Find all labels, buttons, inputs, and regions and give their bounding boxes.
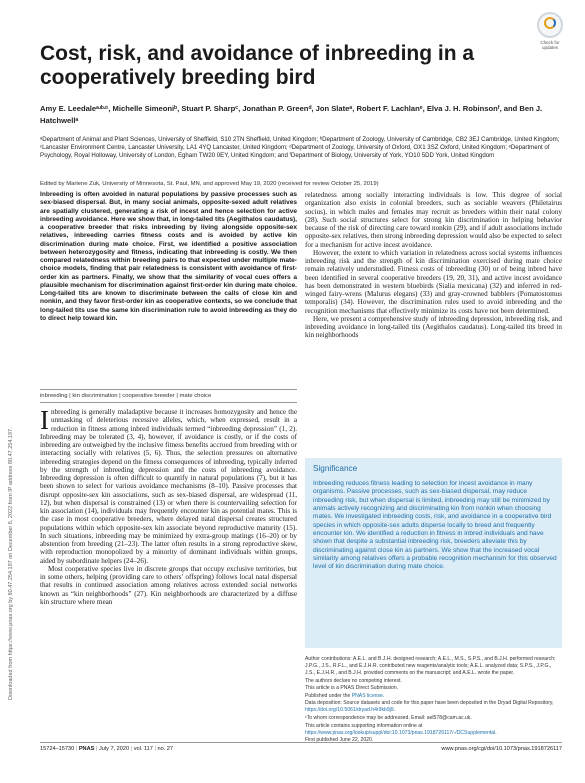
footer-left: 15724–15730 | PNAS | July 7, 2020 | vol. 117 | no. 27	[40, 746, 174, 752]
first-published: First published June 22, 2020.	[305, 737, 374, 744]
significance-title: Significance	[313, 464, 358, 473]
volume: vol. 117	[133, 746, 153, 752]
pub-date: July 7, 2020	[98, 746, 130, 752]
direct-submission: This article is a PNAS Direct Submission.	[305, 685, 399, 692]
download-notice: Downloaded from https://www.pnas.org by 80.47.254.197 on December 6, 2022 from IP address 80.47.254.197.	[8, 427, 14, 700]
affiliations: ᵃDepartment of Animal and Plant Sciences, University of Sheffield, S10 2TN Sheffield, United Kingdom; ᵇDepartment of Zoology, University of Cambridge, CB2 3EJ Cambridge, United Kingdom; ᶜLancaster Environment Centre, Lancaster University, LA1 4YQ Lancaster, United Kingdom; ᵈDepartment of Zoology, University of Oxford, OX1 3SZ Oxford, United Kingdom; ᵉDepartment of Psychology, Royal Holloway, University of London, Egham TW20 0EY, United Kingdom; and ᶠDepartment of Biology, University of York, YO10 5DD York, United Kingdom	[40, 136, 560, 160]
footnotes	[305, 656, 562, 745]
author-list: Amy E. Leedaleᵃʴᵇʴ¹, Michelle Simeoniᵇ, Stuart P. Sharpᶜ, Jonathan P. Greenᵈ, Jon Slateᵃ, Robert F. Lachlanᵉ, Elva J. H. Robinsonᶠ, and Ben J. Hatchwellᵃ	[40, 104, 543, 125]
body-text-right	[305, 191, 562, 340]
keywords: inbreeding | kin discrimination | cooperative breeder | mate choice	[40, 389, 297, 403]
intro-paragraph-1: nbreeding is generally maladaptive because it increases homozygosity and hence the unmasking of deleterious recessive alleles, which, when expressed, result in a reduction in fitness among inbred individuals termed “inbreeding depression” (1, 2). Inbreeding may be tolerated (3, 4), however, if avoidance is costly, or if the costs of inbreeding are outweighed by the inclusive fitness benefits accrued from breeding with or interacting socially with relatives (5, 6). Thus, the selection pressures on alternative inbreeding strategies depend on the fitness consequences of inbreeding, typically inferred by the strength of inbreeding depression and the costs of inbreeding avoidance. Inbreeding depression is often difficult to quantify in natural populations (7), but it has been shown to select for various avoidance mechanisms (8–10). Passive processes that disrupt opposite-sex kin associations, such as sex-biased dispersal, are widespread (11, 12), but when dispersal is constrained (13) or when there is countervailing selection for kin association (14), individuals may frequently encounter kin as potential mates. This is the case in most cooperative breeders, where delayed natal dispersal creates structured populations within which opposite-sex kin associate beyond reproductive maturity (15). In such situations, inbreeding may be minimized by extra-group matings (16–20) or by abstention from breeding (21–23). The latter often results in a strong reproductive skew, with reproduction monopolized by a minority of dominant individuals within groups, aided by subordinate helpers (24–26).	[40, 408, 297, 565]
dryad-link[interactable]: https://doi.org/10.5061/dryad.h4r9kb9j9	[305, 707, 394, 714]
right-paragraph-1: relatedness among socially interacting individuals is low. This degree of social organization also exists in colonial breeders, such as sociable weavers (Philetairus socius), in which males and females may recruit as breeders within their natal colony (28). Such social structures select for strong kin discrimination in helping behavior because of the risk of directing care toward nonkin (29), and if adult associations include opposite-sex relatives, then strong inbreeding depression would also be expected to select for a mechanism for active incest avoidance.	[305, 191, 562, 249]
issue: no. 27	[157, 746, 174, 752]
correspondence: ¹To whom correspondence may be addressed. Email: ael578@cam.ac.uk.	[305, 714, 472, 721]
abstract: Inbreeding is often avoided in natural populations by passive processes such as sex-biased dispersal. But, in many social animals, opposite-sexed adult relatives are spatially clustered, generating a risk of incest and hence selection for active inbreeding avoidance. Here we show that, in long-tailed tits (Aegithalos caudatus), a cooperative breeder that risks inbreeding by living alongside opposite-sex relatives, inbreeding carries fitness costs and is avoided by active kin discrimination during mate choice. First, we identified a positive association between heterozygosity and fitness, indicating that inbreeding is costly. We then compared relatedness within breeding pairs to that expected under multiple mate-choice models, finding that pair relatedness is consistent with avoidance of first-order kin as partners. Finally, we show that the similarity of vocal cues offers a plausible mechanism for discrimination against first-order kin during mate choice. Long-tailed tits are known to discriminate between the calls of close kin and nonkin, and they favor first-order kin as cooperative contexts, so we conclude that long-tailed tits use the same kin discrimination rule to avoid inbreeding as they do to direct help toward kin.	[40, 191, 297, 322]
check-updates-icon	[537, 12, 563, 38]
doi-link[interactable]: www.pnas.org/cgi/doi/10.1073/pnas.1918726117	[441, 746, 562, 752]
license-note: Published under the PNAS license.	[305, 692, 385, 699]
author-contributions: Author contributions: A.E.L. and B.J.H. designed research; A.E.L., M.S., S.P.S., and B.J.H. performed research; J.P.G., J.S., R.F.L., and E.J.H.R. contributed new reagents/analytic tools; A.E.L. analyzed data; S.P.S., J.P.G., J.S., E.J.H.R., and B.J.H. provided comments on the manuscript; and A.E.L. wrote the paper.	[305, 656, 556, 676]
journal-name: PNAS	[78, 746, 95, 752]
check-for-updates-badge[interactable]	[533, 12, 567, 50]
supporting-info: This article contains supporting information online at https://www.pnas.org/lookup/suppl/doi:10.1073/pnas.1918726117/-/DCSupplemental.	[305, 722, 497, 736]
significance-box	[305, 458, 562, 648]
body-text-left	[40, 405, 297, 606]
edited-by: Edited by Marlene Zuk, University of Minnesota, St. Paul, MN, and approved May 19, 2020 (received for review October 25, 2019)	[40, 181, 379, 187]
right-paragraph-2: However, the extent to which variation in relatedness across social systems influences inbreeding risk and the strength of kin discrimination exercised during mate choice remain relatively understudied. Fitness costs of inbreeding (30) or of being inbred have been identified in several cooperative breeders (19, 20, 31), and active incest avoidance has been demonstrated in western bluebirds (Sialia mexicana) (32) and inferred in red-winged fairy-wrens (Malurus elegans) (33) and gray-crowned babblers (Pomatostomus temporalis) (34). However, the discrimination rules used to avoid inbreeding and the recognition mechanisms that effectively minimize its costs have not been determined.	[305, 248, 562, 315]
intro-paragraph-2: Most cooperative species live in discrete groups that occupy exclusive territories, but in some others, helping (providing care to others’ offspring) follows local natal dispersal that results in continued association among relatives across extended social networks known as “kin neighborhoods” (27). Kin neighborhoods are characterized by a diffuse kin structure where mean	[40, 564, 297, 606]
check-updates-label: Check for updates	[540, 40, 560, 50]
article-title: Cost, risk, and avoidance of inbreeding in a cooperatively breeding bird	[40, 42, 475, 89]
competing-interest: The authors declare no competing interest.	[305, 677, 402, 684]
significance-text: Inbreeding reduces fitness leading to selection for incest avoidance in many organisms. Passive processes, such as sex-biased dispersal, may reduce inbreeding risk, but when dispersal is limited, inbreeding may still be minimized by animals actively recognizing and discriminating kin from nonkin when choosing mates. We investigated inbreeding costs, risk, and avoidance in a cooperative bird species in which opposite-sex adults disperse locally to breed and frequently encounter kin. We identified a reduction in fitness in inbred individuals and have shown that despite a substantial inbreeding risk, breeders alleviate this by discriminating against close kin as partners. We show that the increased vocal similarity among relatives offers a probable recognition mechanism for this observed level of kin discrimination during mate choice.	[313, 480, 557, 571]
data-deposition: Data deposition: Source datasets and code for this paper have been deposited in the Dryad Digital Repository, https://doi.org/10.5061/dryad.h4r9kb9j9.	[305, 700, 554, 714]
right-paragraph-3: Here, we present a comprehensive study of inbreeding depression, inbreeding risk, and inbreeding avoidance in long-tailed tits (Aegithalos caudatus). Long-tailed tits breed in kin neighborhoods	[305, 314, 562, 340]
license-link[interactable]: PNAS license	[351, 692, 383, 699]
page-footer	[40, 742, 562, 752]
page-range: 15724–15730	[40, 746, 75, 752]
drop-cap: I	[40, 405, 49, 435]
si-link[interactable]: https://www.pnas.org/lookup/suppl/doi:10.1073/pnas.1918726117/-/DCSupplemental	[305, 729, 496, 736]
